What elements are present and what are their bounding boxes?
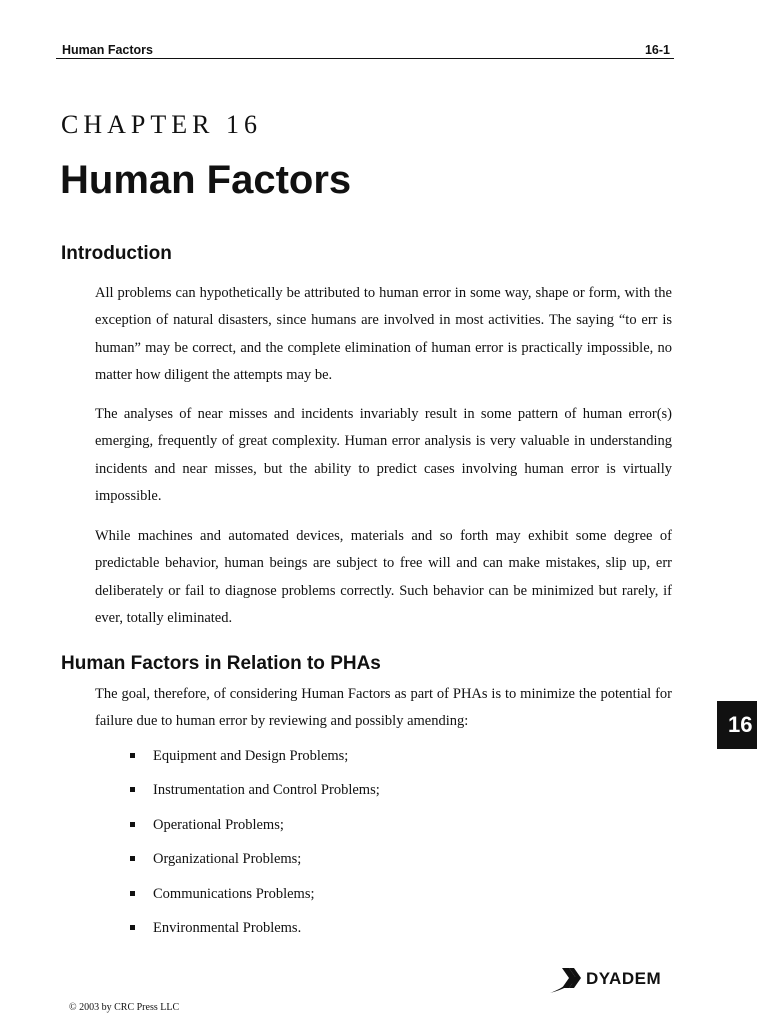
paragraph: The goal, therefore, of considering Human Factors as part of PHAs is to minimize the potential for failure due to human error by reviewing and possibly amending:: [95, 686, 672, 730]
list-item-text: Instrumentation and Control Problems;: [153, 782, 380, 799]
list-item-text: Environmental Problems.: [153, 919, 302, 936]
section-heading-human-factors-phas: Human Factors in Relation to PHAs: [61, 653, 381, 674]
list-item-text: Communications Problems;: [153, 885, 315, 902]
section-heading-introduction: Introduction: [61, 243, 172, 264]
list-item: [130, 780, 380, 814]
bullet-icon: [130, 891, 135, 896]
list-item: [130, 884, 380, 918]
list-item-text: Operational Problems;: [153, 816, 284, 833]
copyright-notice: © 2003 by CRC Press LLC: [69, 1002, 180, 1013]
list-item: [130, 746, 380, 780]
paragraph: All problems can hypothetically be attributed to human error in some way, shape or form, with the exception of natural disasters, since humans are involved in most activities. The saying “to err is human” may be correct, and the complete elimination of human error is practically impossible, no matter how diligent the attempts may be.: [95, 285, 672, 383]
list-item: [130, 918, 380, 952]
list-item: [130, 849, 380, 883]
bullet-icon: [130, 753, 135, 758]
running-head-page-number: 16-1: [644, 43, 670, 57]
dyadem-logo: [548, 964, 661, 994]
dyadem-logo-icon: [548, 964, 586, 994]
chapter-label: CHAPTER 16: [61, 110, 262, 139]
bullet-icon: [130, 787, 135, 792]
running-head: [56, 41, 674, 59]
paragraph: The analyses of near misses and incidents invariably result in some pattern of human error(s) emerging, frequently of great complexity. Human error analysis is very valuable in understanding incidents and near misses, but the ability to predict cases involving human error is virtually impossible.: [95, 406, 672, 504]
logo-text: DYADEM: [586, 969, 662, 988]
bullet-icon: [130, 822, 135, 827]
running-head-title: Human Factors: [62, 43, 153, 57]
chapter-title: Human Factors: [60, 158, 352, 202]
list-item: [130, 815, 380, 849]
paragraph: While machines and automated devices, materials and so forth may exhibit some degree of predictable behavior, human beings are subject to free will and can make mistakes, slip up, err deliberately or fail to diagnose problems correctly. Such behavior can be minimized but rarely, if ever, totally eliminated.: [95, 528, 672, 626]
list-item-text: Organizational Problems;: [153, 851, 302, 868]
list-item-text: Equipment and Design Problems;: [153, 748, 349, 764]
bullet-list: [130, 746, 380, 952]
bullet-icon: [130, 925, 135, 930]
bullet-icon: [130, 856, 135, 861]
chapter-tab: 16: [717, 701, 757, 749]
